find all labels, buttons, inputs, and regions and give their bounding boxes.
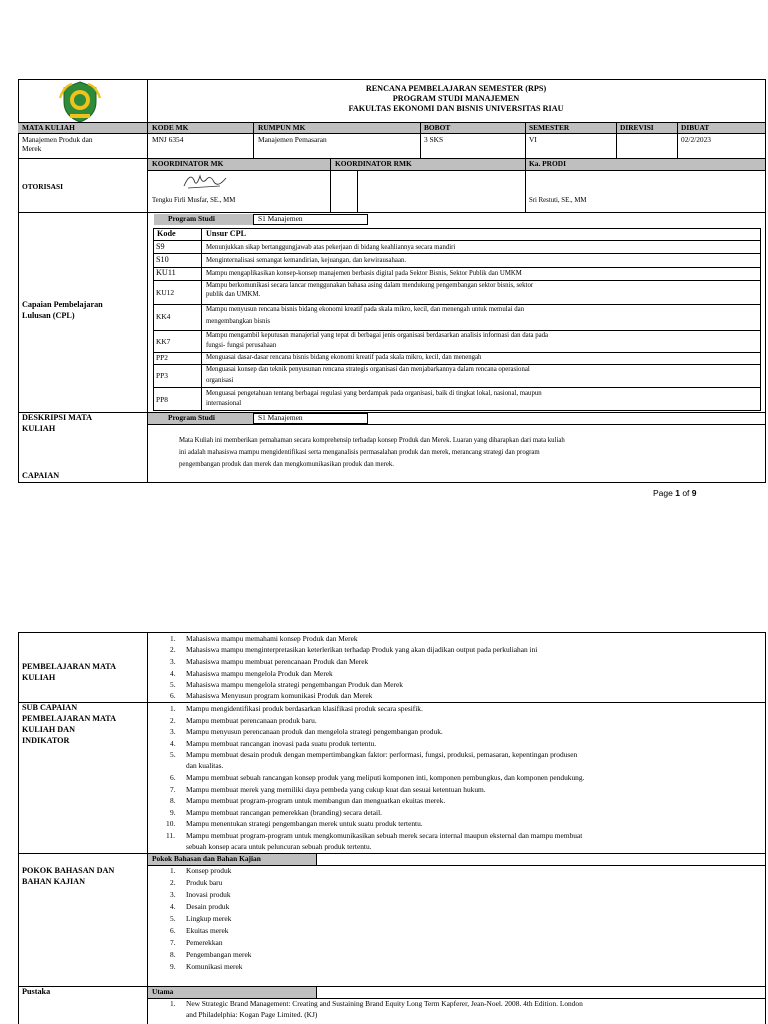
cpl-row-desc-line2: internasional — [206, 400, 242, 407]
cpl-row-desc-line2: organisasi — [206, 377, 234, 384]
list-item-number: 1. — [170, 634, 176, 643]
course-code: MNJ 6354 — [152, 135, 184, 144]
deskripsi-text-line3: pengembangan produk dan merek dan mengkomunikasikan produk dan merek. — [179, 461, 394, 468]
otorisasi-label: OTORISASI — [22, 182, 63, 191]
list-item: Pemerekkan — [186, 938, 223, 947]
list-item-number: 3. — [170, 657, 176, 666]
list-item: Mampu membuat program-program untuk mengkomunikasikan sebuah merek secara internal maupun eksternal dan mampu membuat — [186, 831, 583, 840]
page-current: 1 — [675, 488, 680, 498]
cpl-row-desc: Menunjukkan sikap bertanggungjawab atas pekerjaan di bidang keahliannya secara mandiri — [206, 244, 456, 251]
list-item-number: 3. — [170, 727, 176, 736]
list-item: Komunikasi merek — [186, 962, 243, 971]
list-item: Mahasiswa mampu mengelola Produk dan Merek — [186, 669, 333, 678]
course-rumpun: Manajemen Pemasaran — [258, 135, 327, 144]
list-item-number: 2. — [170, 716, 176, 725]
pokok-label-line2: BAHAN KAJIAN — [22, 877, 86, 886]
cpl-row-desc: Mampu mengaplikasikan konsep-konsep manajemen berbasis digital pada Sektor Bisnis, Sektor Publik dan UMKM — [206, 270, 522, 277]
list-item: Mampu menyusun perencanaan produk dan mengelola strategi pengembangan produk. — [186, 727, 443, 736]
list-item-continued: dan kualitas. — [186, 761, 224, 770]
list-item-number: 5. — [170, 750, 176, 759]
list-item-number: 10. — [166, 819, 176, 828]
list-item: Mampu membuat rancangan inovasi pada suatu produk tertentu. — [186, 739, 377, 748]
list-item-continued: sebuah konsep acara untuk peluncuran sebuah produk tertentu. — [186, 842, 372, 851]
cpl-row-kode: PP2 — [156, 353, 168, 362]
cpl-row-desc: Mampu menyusun rencana bisnis bidang ekonomi kreatif pada skala mikro, kecil, dan menengah untuk memulai dan — [206, 306, 525, 313]
cpl-col-unsur: Unsur CPL — [206, 229, 247, 238]
list-item: Produk baru — [186, 878, 223, 887]
header-dibuat: DIBUAT — [681, 123, 710, 132]
list-item-number: 8. — [170, 950, 176, 959]
cpl-row-desc-line2: fungsi- fungsi perusahaan — [206, 342, 277, 349]
list-item-number: 2. — [170, 645, 176, 654]
subcpmk-label-line3: KULIAH DAN — [22, 725, 75, 734]
pokok-label: POKOK BAHASAN DAN — [22, 866, 115, 875]
cpl-row-desc: Mampu mengambil keputusan manajerial yang tepat di berbagai jenis organisasi berdasarkan analisis informasi dan data pada — [206, 332, 549, 339]
header-semester: SEMESTER — [529, 123, 570, 132]
list-item-number: 7. — [170, 785, 176, 794]
subcpmk-label-line2: PEMBELAJARAN MATA — [22, 714, 117, 723]
cpl-row-kode: S10 — [156, 255, 169, 264]
list-item-number: 6. — [170, 773, 176, 782]
list-item: Mampu mengidentifikasi produk berdasarkan klasifikasi produk secara spesifik. — [186, 704, 423, 713]
cpl-row-desc: Menginternalisasi semangat kemandirian, kejuangan, dan kewirausahaan. — [206, 257, 407, 264]
list-item-number: 6. — [170, 926, 176, 935]
deskripsi-text: Mata Kuliah ini memberikan pemahaman secara komprehensip terhadap konsep Produk dan Merek. Luaran yang diharapkan dari mata kuliah — [179, 437, 565, 444]
list-item: Mahasiswa Menyusun program komunikasi Produk dan Merek — [186, 691, 373, 700]
list-item-number: 4. — [170, 739, 176, 748]
list-item-number: 4. — [170, 669, 176, 678]
cpl-row-kode: KU12 — [156, 288, 175, 297]
list-item-number: 1. — [170, 999, 176, 1008]
header-koordinator-rmk: KOORDINATOR RMK — [335, 159, 412, 168]
header-mata-kuliah: MATA KULIAH — [22, 123, 75, 132]
pustaka-item-continued: and Philadelphia: Kogan Page Limited. (KJ) — [186, 1010, 318, 1019]
cpl-row-kode: KU11 — [156, 268, 176, 277]
deskripsi-text-line2: ini adalah mahasiswa mampu mengidentifikasi serta menganalisis permasalahan produk dan merek, merancang strategi dan program — [179, 449, 540, 456]
cpl-row-kode: KK7 — [156, 337, 171, 346]
deskripsi-program-studi-label: Program Studi — [168, 413, 215, 422]
cpl-row-kode: KK4 — [156, 312, 171, 321]
list-item: Mampu membuat desain produk dengan mempertimbangkan faktor: performasi, fungsi, produksi, pemasaran, kepentingan produsen — [186, 750, 578, 759]
document-title: RENCANA PEMBELAJARAN SEMESTER (RPS) — [365, 84, 547, 93]
faculty-title: FAKULTAS EKONOMI DAN BISNIS UNIVERSITAS RIAU — [348, 104, 564, 113]
header-koordinator-mk: KOORDINATOR MK — [152, 159, 224, 168]
list-item-number: 5. — [170, 914, 176, 923]
cpl-row-kode: S9 — [156, 242, 165, 251]
header-ka-prodi: Ka. PRODI — [529, 159, 566, 168]
header-direvisi: DIREVISI — [620, 123, 654, 132]
cpl-program-studi-value: S1 Manajemen — [258, 214, 303, 223]
list-item-number: 1. — [170, 704, 176, 713]
list-item: Mahasiswa mampu mengelola strategi pengembangan Produk dan Merek — [186, 680, 403, 689]
list-item: Mampu menentukan strategi pengembangan merek untuk suatu produk tertentu. — [186, 819, 423, 828]
list-item-number: 6. — [170, 691, 176, 700]
list-item: Mampu membuat rancangan pemerekkan (branding) secara detail. — [186, 808, 382, 817]
cpl-row-kode: PP3 — [156, 371, 168, 380]
page-total: 9 — [691, 488, 697, 498]
university-logo — [56, 80, 104, 124]
list-item-number: 3. — [170, 890, 176, 899]
course-name: Manajemen Produk dan — [22, 135, 93, 144]
cpmk-label-line2: KULIAH — [22, 673, 56, 682]
header-bobot: BOBOT — [424, 123, 451, 132]
cpl-row-desc-line2: mengembangkan bisnis — [206, 318, 270, 325]
list-item-number: 7. — [170, 938, 176, 947]
cpl-row-desc: Menguasai pengetahuan tentang berbagai regulasi yang berdampak pada organisasi, baik di tingkat lokal, nasional, maupun — [206, 390, 542, 397]
otorisasi-header-row — [148, 159, 765, 170]
deskripsi-program-studi-value: S1 Manajemen — [258, 413, 303, 422]
program-title: PROGRAM STUDI MANAJEMEN — [392, 94, 520, 103]
pustaka-label: Pustaka — [22, 987, 51, 996]
list-item: Konsep produk — [186, 866, 232, 875]
deskripsi-label-line2: KULIAH — [22, 424, 56, 433]
cpl-program-studi-label: Program Studi — [168, 214, 215, 223]
list-item: Desain produk — [186, 902, 230, 911]
cpl-col-kode: Kode — [157, 229, 176, 238]
list-item: Mampu membuat sebuah rancangan konsep produk yang meliputi komponen inti, komponen pembungkus, dan komponen pendukung. — [186, 773, 585, 782]
header-kode-mk: KODE MK — [152, 123, 189, 132]
list-item-number: 8. — [170, 796, 176, 805]
subcpmk-label-line4: INDIKATOR — [22, 736, 70, 745]
cpl-row-desc-line2: publik dan UMKM. — [206, 291, 261, 298]
header-rumpun-mk: RUMPUN MK — [258, 123, 306, 132]
list-item-number: 4. — [170, 902, 176, 911]
list-item-number: 9. — [170, 808, 176, 817]
cpl-row-kode: PP8 — [156, 395, 168, 404]
pokok-header: Pokok Bahasan dan Bahan Kajian — [152, 854, 261, 863]
list-item: Mahasiswa mampu memahami konsep Produk dan Merek — [186, 634, 358, 643]
list-item: Mahasiswa mampu menginterpretasikan keterlerikan terhadap Produk yang akan dijadikan output pada perkuliahan ini — [186, 645, 538, 654]
list-item-number: 5. — [170, 680, 176, 689]
course-bobot: 3 SKS — [424, 135, 444, 144]
cpmk-label: PEMBELAJARAN MATA — [22, 662, 117, 671]
signature — [180, 170, 228, 192]
list-item: Ekuitas merek — [186, 926, 229, 935]
course-name-line2: Merek — [22, 144, 42, 153]
list-item: Mampu membuat program-program untuk membangun dan menguatkan ekuitas merek. — [186, 796, 446, 805]
subcpmk-label: SUB CAPAIAN — [22, 703, 78, 712]
list-item: Mampu membuat perencanaan produk baru. — [186, 716, 317, 725]
pustaka-item: New Strategic Brand Management: Creating and Sustaining Brand Equity Long Term Kapferer, Jean-Noel. 2008. 4th Edition. London — [186, 999, 583, 1008]
ka-prodi-name: Sri Restuti, SE., MM — [529, 197, 587, 204]
cpl-row-desc: Menguasai dasar-dasar rencana bisnis bidang ekonomi kreatif pada skala mikro, kecil, dan menengah — [206, 354, 482, 361]
list-item-number: 2. — [170, 878, 176, 887]
list-item: Lingkup merek — [186, 914, 232, 923]
koordinator-mk-name: Tengku Firli Musfar, SE., MM — [152, 197, 236, 204]
pustaka-header: Utama — [152, 987, 174, 996]
page-number: Page 1 of 9 — [653, 488, 697, 498]
course-dibuat: 02/2/2023 — [681, 135, 711, 144]
cpl-label-line2: Lulusan (CPL) — [22, 311, 75, 320]
list-item-number: 11. — [166, 831, 175, 840]
list-item-number: 1. — [170, 866, 176, 875]
list-item: Pengembangan merek — [186, 950, 252, 959]
capaian-label: CAPAIAN — [22, 471, 60, 480]
list-item: Inovasi produk — [186, 890, 231, 899]
cpl-label: Capaian Pembelajaran — [22, 300, 103, 309]
deskripsi-label: DESKRIPSI MATA — [22, 413, 92, 422]
list-item-number: 9. — [170, 962, 176, 971]
cpl-row-desc: Mampu berkomunikasi secara lancar menggunakan bahasa asing dalam mendukung pengembangan sektor bisnis, sektor — [206, 282, 534, 289]
list-item: Mampu membuat merek yang memiliki daya pembeda yang cukup kuat dan sesuai ketentuan hukum. — [186, 785, 486, 794]
cpl-row-desc: Menguasai konsep dan teknik penyusunan rencana strategis organisasi dan menjabarkannya dalam rencana operasional — [206, 366, 530, 373]
course-semester: VI — [529, 135, 537, 144]
list-item: Mahasiswa mampu membuat perencanaan Produk dan Merek — [186, 657, 369, 666]
